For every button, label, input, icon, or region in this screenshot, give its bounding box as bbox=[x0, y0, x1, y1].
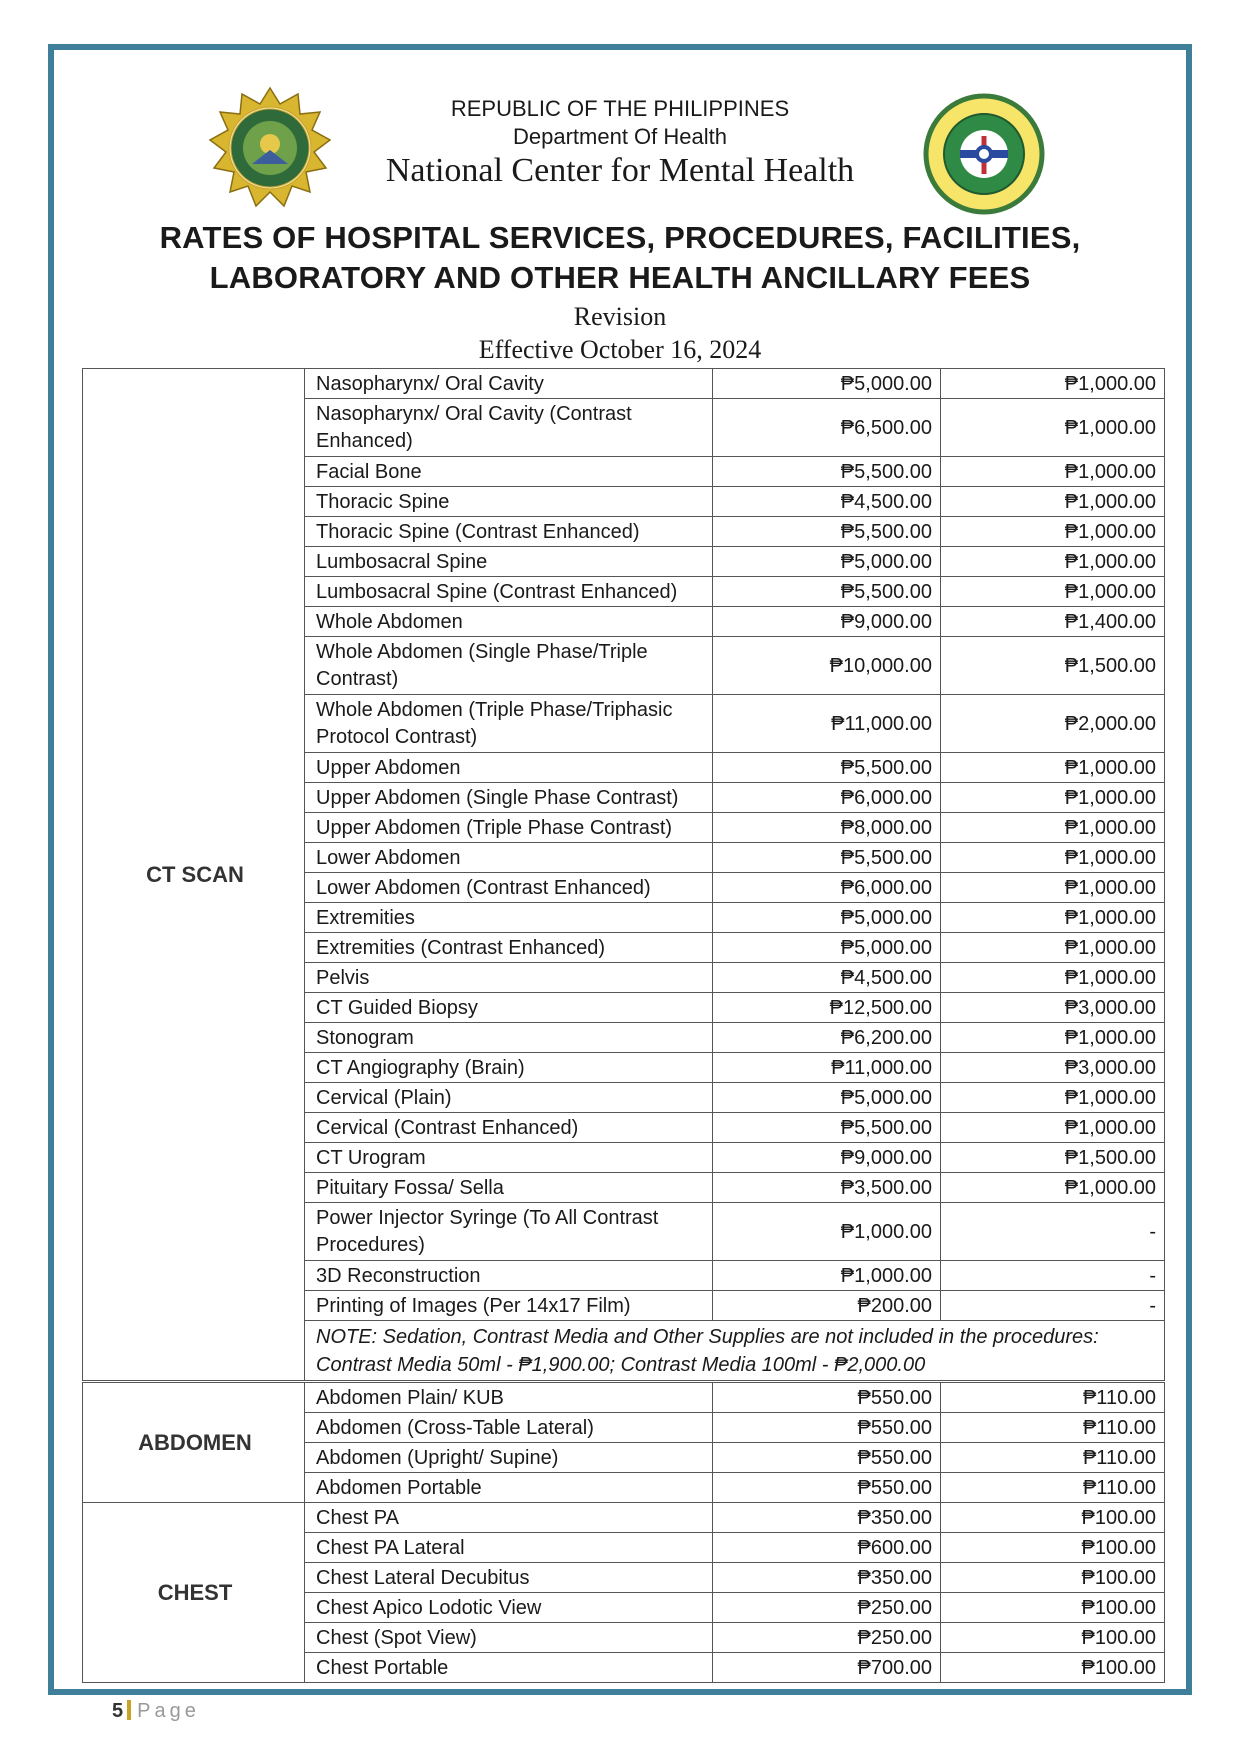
professional-fee: ₱1,000.00 bbox=[941, 963, 1165, 993]
professional-fee: ₱1,000.00 bbox=[941, 577, 1165, 607]
page-number: 5 bbox=[112, 1700, 124, 1722]
professional-fee: ₱1,000.00 bbox=[941, 457, 1165, 487]
service-name: 3D Reconstruction bbox=[305, 1261, 713, 1291]
service-rate: ₱200.00 bbox=[713, 1291, 941, 1321]
service-rate: ₱9,000.00 bbox=[713, 1143, 941, 1173]
service-rate: ₱4,500.00 bbox=[713, 963, 941, 993]
professional-fee: ₱1,000.00 bbox=[941, 813, 1165, 843]
service-name: CT Urogram bbox=[305, 1143, 713, 1173]
service-rate: ₱600.00 bbox=[713, 1533, 941, 1563]
service-name: Abdomen Portable bbox=[305, 1473, 713, 1503]
professional-fee: ₱1,000.00 bbox=[941, 783, 1165, 813]
professional-fee: - bbox=[941, 1291, 1165, 1321]
document-title-line-2: LABORATORY AND OTHER HEALTH ANCILLARY FEES bbox=[209, 260, 1031, 295]
service-name: CT Guided Biopsy bbox=[305, 993, 713, 1023]
service-rate: ₱550.00 bbox=[713, 1473, 941, 1503]
professional-fee: ₱110.00 bbox=[941, 1383, 1165, 1413]
service-name: Lower Abdomen bbox=[305, 843, 713, 873]
professional-fee: ₱100.00 bbox=[941, 1533, 1165, 1563]
professional-fee: ₱100.00 bbox=[941, 1653, 1165, 1683]
professional-fee: ₱1,500.00 bbox=[941, 1143, 1165, 1173]
service-rate: ₱6,200.00 bbox=[713, 1023, 941, 1053]
service-rate: ₱5,500.00 bbox=[713, 577, 941, 607]
service-rate: ₱250.00 bbox=[713, 1593, 941, 1623]
page-footer bbox=[112, 1700, 200, 1723]
service-name: Pelvis bbox=[305, 963, 713, 993]
service-name: Chest PA bbox=[305, 1503, 713, 1533]
service-name: Lumbosacral Spine (Contrast Enhanced) bbox=[305, 577, 713, 607]
service-name: Chest Portable bbox=[305, 1653, 713, 1683]
ct-scan-rates-table bbox=[82, 368, 1165, 1381]
professional-fee: ₱110.00 bbox=[941, 1413, 1165, 1443]
service-rate: ₱12,500.00 bbox=[713, 993, 941, 1023]
service-name: Printing of Images (Per 14x17 Film) bbox=[305, 1291, 713, 1321]
service-name: Cervical (Plain) bbox=[305, 1083, 713, 1113]
service-name: CT Angiography (Brain) bbox=[305, 1053, 713, 1083]
service-name: Cervical (Contrast Enhanced) bbox=[305, 1113, 713, 1143]
service-name: Nasopharynx/ Oral Cavity (Contrast Enhanced) bbox=[305, 399, 713, 457]
professional-fee: ₱1,500.00 bbox=[941, 637, 1165, 695]
service-rate: ₱5,000.00 bbox=[713, 547, 941, 577]
service-name: Thoracic Spine (Contrast Enhanced) bbox=[305, 517, 713, 547]
service-name: Pituitary Fossa/ Sella bbox=[305, 1173, 713, 1203]
professional-fee: ₱100.00 bbox=[941, 1503, 1165, 1533]
professional-fee: ₱1,000.00 bbox=[941, 517, 1165, 547]
professional-fee: ₱1,000.00 bbox=[941, 843, 1165, 873]
page-label: Page bbox=[137, 1700, 200, 1722]
footer-divider bbox=[127, 1700, 131, 1720]
service-name: Extremities (Contrast Enhanced) bbox=[305, 933, 713, 963]
service-name: Abdomen (Cross-Table Lateral) bbox=[305, 1413, 713, 1443]
professional-fee: ₱1,400.00 bbox=[941, 607, 1165, 637]
professional-fee: - bbox=[941, 1203, 1165, 1261]
professional-fee: ₱1,000.00 bbox=[941, 547, 1165, 577]
professional-fee: ₱1,000.00 bbox=[941, 933, 1165, 963]
professional-fee: ₱2,000.00 bbox=[941, 695, 1165, 753]
professional-fee: ₱1,000.00 bbox=[941, 1083, 1165, 1113]
service-name: Chest PA Lateral bbox=[305, 1533, 713, 1563]
category-ct-scan: CT SCAN bbox=[83, 369, 305, 1381]
center-heading: National Center for Mental Health bbox=[385, 152, 855, 189]
service-name: Whole Abdomen (Single Phase/Triple Contrast) bbox=[305, 637, 713, 695]
professional-fee: ₱110.00 bbox=[941, 1443, 1165, 1473]
revision-label: Revision bbox=[573, 302, 667, 331]
service-rate: ₱6,000.00 bbox=[713, 783, 941, 813]
ct-scan-note: NOTE: Sedation, Contrast Media and Other Supplies are not included in the procedures: Contrast Media 50ml - ₱1,900.00; Contrast Media 100ml - ₱2,000.00 bbox=[305, 1321, 1165, 1381]
service-rate: ₱5,000.00 bbox=[713, 933, 941, 963]
professional-fee: ₱1,000.00 bbox=[941, 1113, 1165, 1143]
service-rate: ₱8,000.00 bbox=[713, 813, 941, 843]
category-chest: CHEST bbox=[83, 1503, 305, 1683]
service-name: Whole Abdomen bbox=[305, 607, 713, 637]
document-title-line-1: RATES OF HOSPITAL SERVICES, PROCEDURES, FACILITIES, bbox=[159, 220, 1081, 255]
service-rate: ₱11,000.00 bbox=[713, 695, 941, 753]
professional-fee: ₱100.00 bbox=[941, 1623, 1165, 1653]
service-name: Whole Abdomen (Triple Phase/Triphasic Protocol Contrast) bbox=[305, 695, 713, 753]
service-rate: ₱5,000.00 bbox=[713, 903, 941, 933]
service-rate: ₱700.00 bbox=[713, 1653, 941, 1683]
service-name: Chest Lateral Decubitus bbox=[305, 1563, 713, 1593]
professional-fee: ₱3,000.00 bbox=[941, 993, 1165, 1023]
service-rate: ₱550.00 bbox=[713, 1443, 941, 1473]
service-name: Facial Bone bbox=[305, 457, 713, 487]
professional-fee: ₱1,000.00 bbox=[941, 903, 1165, 933]
effective-date: Effective October 16, 2024 bbox=[478, 335, 762, 364]
service-rate: ₱6,500.00 bbox=[713, 399, 941, 457]
service-name: Thoracic Spine bbox=[305, 487, 713, 517]
country-heading: REPUBLIC OF THE PHILIPPINES bbox=[450, 96, 790, 121]
professional-fee: ₱1,000.00 bbox=[941, 369, 1165, 399]
service-rate: ₱4,500.00 bbox=[713, 487, 941, 517]
service-name: Power Injector Syringe (To All Contrast Procedures) bbox=[305, 1203, 713, 1261]
department-heading: Department Of Health bbox=[513, 124, 727, 149]
professional-fee: ₱100.00 bbox=[941, 1593, 1165, 1623]
professional-fee: - bbox=[941, 1261, 1165, 1291]
service-name: Upper Abdomen (Single Phase Contrast) bbox=[305, 783, 713, 813]
professional-fee: ₱1,000.00 bbox=[941, 399, 1165, 457]
service-rate: ₱250.00 bbox=[713, 1623, 941, 1653]
professional-fee: ₱1,000.00 bbox=[941, 1023, 1165, 1053]
service-name: Nasopharynx/ Oral Cavity bbox=[305, 369, 713, 399]
service-rate: ₱5,500.00 bbox=[713, 753, 941, 783]
service-name: Lumbosacral Spine bbox=[305, 547, 713, 577]
service-name: Abdomen (Upright/ Supine) bbox=[305, 1443, 713, 1473]
service-rate: ₱11,000.00 bbox=[713, 1053, 941, 1083]
xray-rates-table bbox=[82, 1382, 1165, 1683]
professional-fee: ₱1,000.00 bbox=[941, 753, 1165, 783]
service-name: Lower Abdomen (Contrast Enhanced) bbox=[305, 873, 713, 903]
service-name: Upper Abdomen (Triple Phase Contrast) bbox=[305, 813, 713, 843]
service-rate: ₱350.00 bbox=[713, 1563, 941, 1593]
service-rate: ₱550.00 bbox=[713, 1383, 941, 1413]
service-rate: ₱5,000.00 bbox=[713, 1083, 941, 1113]
professional-fee: ₱100.00 bbox=[941, 1563, 1165, 1593]
service-rate: ₱9,000.00 bbox=[713, 607, 941, 637]
service-name: Abdomen Plain/ KUB bbox=[305, 1383, 713, 1413]
service-name: Chest Apico Lodotic View bbox=[305, 1593, 713, 1623]
professional-fee: ₱110.00 bbox=[941, 1473, 1165, 1503]
professional-fee: ₱1,000.00 bbox=[941, 487, 1165, 517]
service-rate: ₱6,000.00 bbox=[713, 873, 941, 903]
service-rate: ₱3,500.00 bbox=[713, 1173, 941, 1203]
professional-fee: ₱3,000.00 bbox=[941, 1053, 1165, 1083]
category-abdomen: ABDOMEN bbox=[83, 1383, 305, 1503]
service-rate: ₱1,000.00 bbox=[713, 1261, 941, 1291]
service-rate: ₱5,500.00 bbox=[713, 517, 941, 547]
service-name: Extremities bbox=[305, 903, 713, 933]
service-rate: ₱10,000.00 bbox=[713, 637, 941, 695]
service-rate: ₱5,500.00 bbox=[713, 457, 941, 487]
professional-fee: ₱1,000.00 bbox=[941, 1173, 1165, 1203]
service-name: Upper Abdomen bbox=[305, 753, 713, 783]
professional-fee: ₱1,000.00 bbox=[941, 873, 1165, 903]
service-name: Chest (Spot View) bbox=[305, 1623, 713, 1653]
service-rate: ₱350.00 bbox=[713, 1503, 941, 1533]
service-rate: ₱550.00 bbox=[713, 1413, 941, 1443]
service-name: Stonogram bbox=[305, 1023, 713, 1053]
service-rate: ₱5,500.00 bbox=[713, 843, 941, 873]
service-rate: ₱1,000.00 bbox=[713, 1203, 941, 1261]
service-rate: ₱5,500.00 bbox=[713, 1113, 941, 1143]
service-rate: ₱5,000.00 bbox=[713, 369, 941, 399]
